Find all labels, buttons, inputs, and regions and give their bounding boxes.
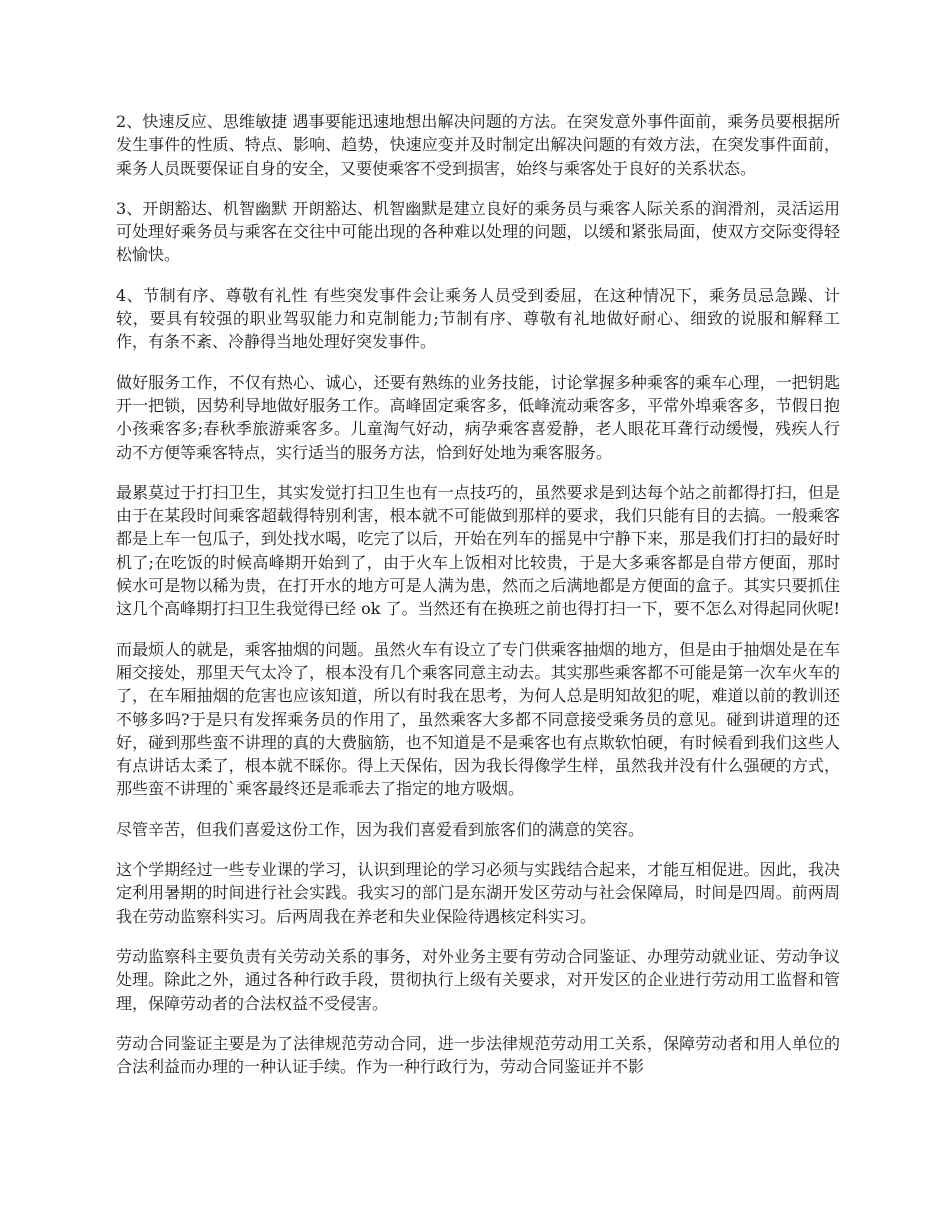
paragraph-9: 劳动监察科主要负责有关劳动关系的事务，对外业务主要有劳动合同鉴证、办理劳动就业证、劳动争议处理。除此之外，通过各种行政手段，贯彻执行上级有关要求，对开发区的企业进行劳动用工监督和管理，保障劳动者的合法权益不受侵害。	[116, 946, 840, 1013]
paragraph-2: 3、开朗豁达、机智幽默 开朗豁达、机智幽默是建立良好的乘务员与乘客人际关系的润滑剂，灵活运用可处理好乘务员与乘客在交往中可能出现的各种难以处理的问题，以缓和紧张局面，使双方交际变得轻松愉快。	[116, 198, 840, 265]
paragraph-7: 尽管辛苦，但我们喜爱这份工作，因为我们喜爱看到旅客们的满意的笑容。	[116, 819, 645, 839]
paragraph-1: 2、快速反应、思维敏捷 遇事要能迅速地想出解决问题的方法。在突发意外事件面前，乘务员要根据所发生事件的性质、特点、影响、趋势，快速应变并及时制定出解决问题的有效方法，在突发事件面前，乘务人员既要保证自身的安全，又要使乘客不受到损害，始终与乘客处于良好的关系状态。	[116, 112, 840, 178]
paragraph-4: 做好服务工作，不仅有热心、诚心，还要有熟练的业务技能，讨论掌握多种乘客的乘车心理，一把钥匙开一把锁，因势利导地做好服务工作。高峰固定乘客多，低峰流动乘客多，平常外埠乘客多，节假日抱小孩乘客多;春秋季旅游乘客多。儿童淘气好动，病孕乘客喜爱静，老人眼花耳聋行动缓慢，残疾人行动不方便等乘客特点，实行适当的服务方法，恰到好处地为乘客服务。	[116, 372, 840, 462]
paragraph-10: 劳动合同鉴证主要是为了法律规范劳动合同，进一步法律规范劳动用工关系，保障劳动者和用人单位的合法利益而办理的一种认证手续。作为一种行政行为，劳动合同鉴证并不影	[116, 1033, 840, 1077]
document-body	[116, 110, 840, 1095]
paragraph-6: 而最烦人的就是，乘客抽烟的问题。虽然火车有设立了专门供乘客抽烟的地方，但是由于抽烟处是在车厢交接处，那里天气太冷了，根本没有几个乘客同意主动去。其实那些乘客都不可能是第一次车火车的了，在车厢抽烟的危害也应该知道，所以有时我在思考，为何人总是明知故犯的呢，难道以前的教训还不够多吗?于是只有发挥乘务员的作用了，虽然乘客大多都不同意接受乘务员的意见。碰到讲道理的还好，碰到那些蛮不讲理的真的大费脑筋，也不知道是不是乘客也有点欺软怕硬，有时候看到我们这些人有点讲话太柔了，根本就不睬你。得上天保佑，因为我长得像学生样，虽然我并没有什么强硬的方式，那些蛮不讲理的`乘客最终还是乖乖去了指定的地方吸烟。	[116, 639, 840, 799]
paragraph-8: 这个学期经过一些专业课的学习，认识到理论的学习必须与实践结合起来，才能互相促进。因此，我决定利用暑期的时间进行社会实践。我实习的部门是东湖开发区劳动与社会保障局，时间是四周。前两周我在劳动监察科实习。后两周我在养老和失业保险待遇核定科实习。	[116, 860, 840, 926]
paragraph-3: 4、节制有序、尊敬有礼性 有些突发事件会让乘务人员受到委屈，在这种情况下，乘务员忌急躁、计较，要具有较强的职业驾驭能力和克制能力;节制有序、尊敬有礼地做好耐心、细致的说服和解释工作，有条不紊、冷静得当地处理好突发事件。	[116, 285, 840, 352]
paragraph-5: 最累莫过于打扫卫生，其实发觉打扫卫生也有一点技巧的，虽然要求是到达每个站之前都得打扫，但是由于在某段时间乘客超载得特别利害，根本就不可能做到那样的要求，我们只能有目的去搞。一般乘客都是上车一包瓜子，到处找水喝，吃完了以后，开始在列车的摇晃中宁静下来，那是我们打扫的最好时机了;在吃饭的时候高峰期开始到了，由于火车上饭相对比较贵，于是大多乘客都是自带方便面，那时候水可是物以稀为贵，在打开水的地方可是人满为患，然而之后满地都是方便面的盒子。其实只要抓住这几个高峰期打扫卫生我觉得已经 ok 了。当然还有在换班之前也得打扫一下，要不怎么对得起同伙呢!	[116, 482, 840, 619]
